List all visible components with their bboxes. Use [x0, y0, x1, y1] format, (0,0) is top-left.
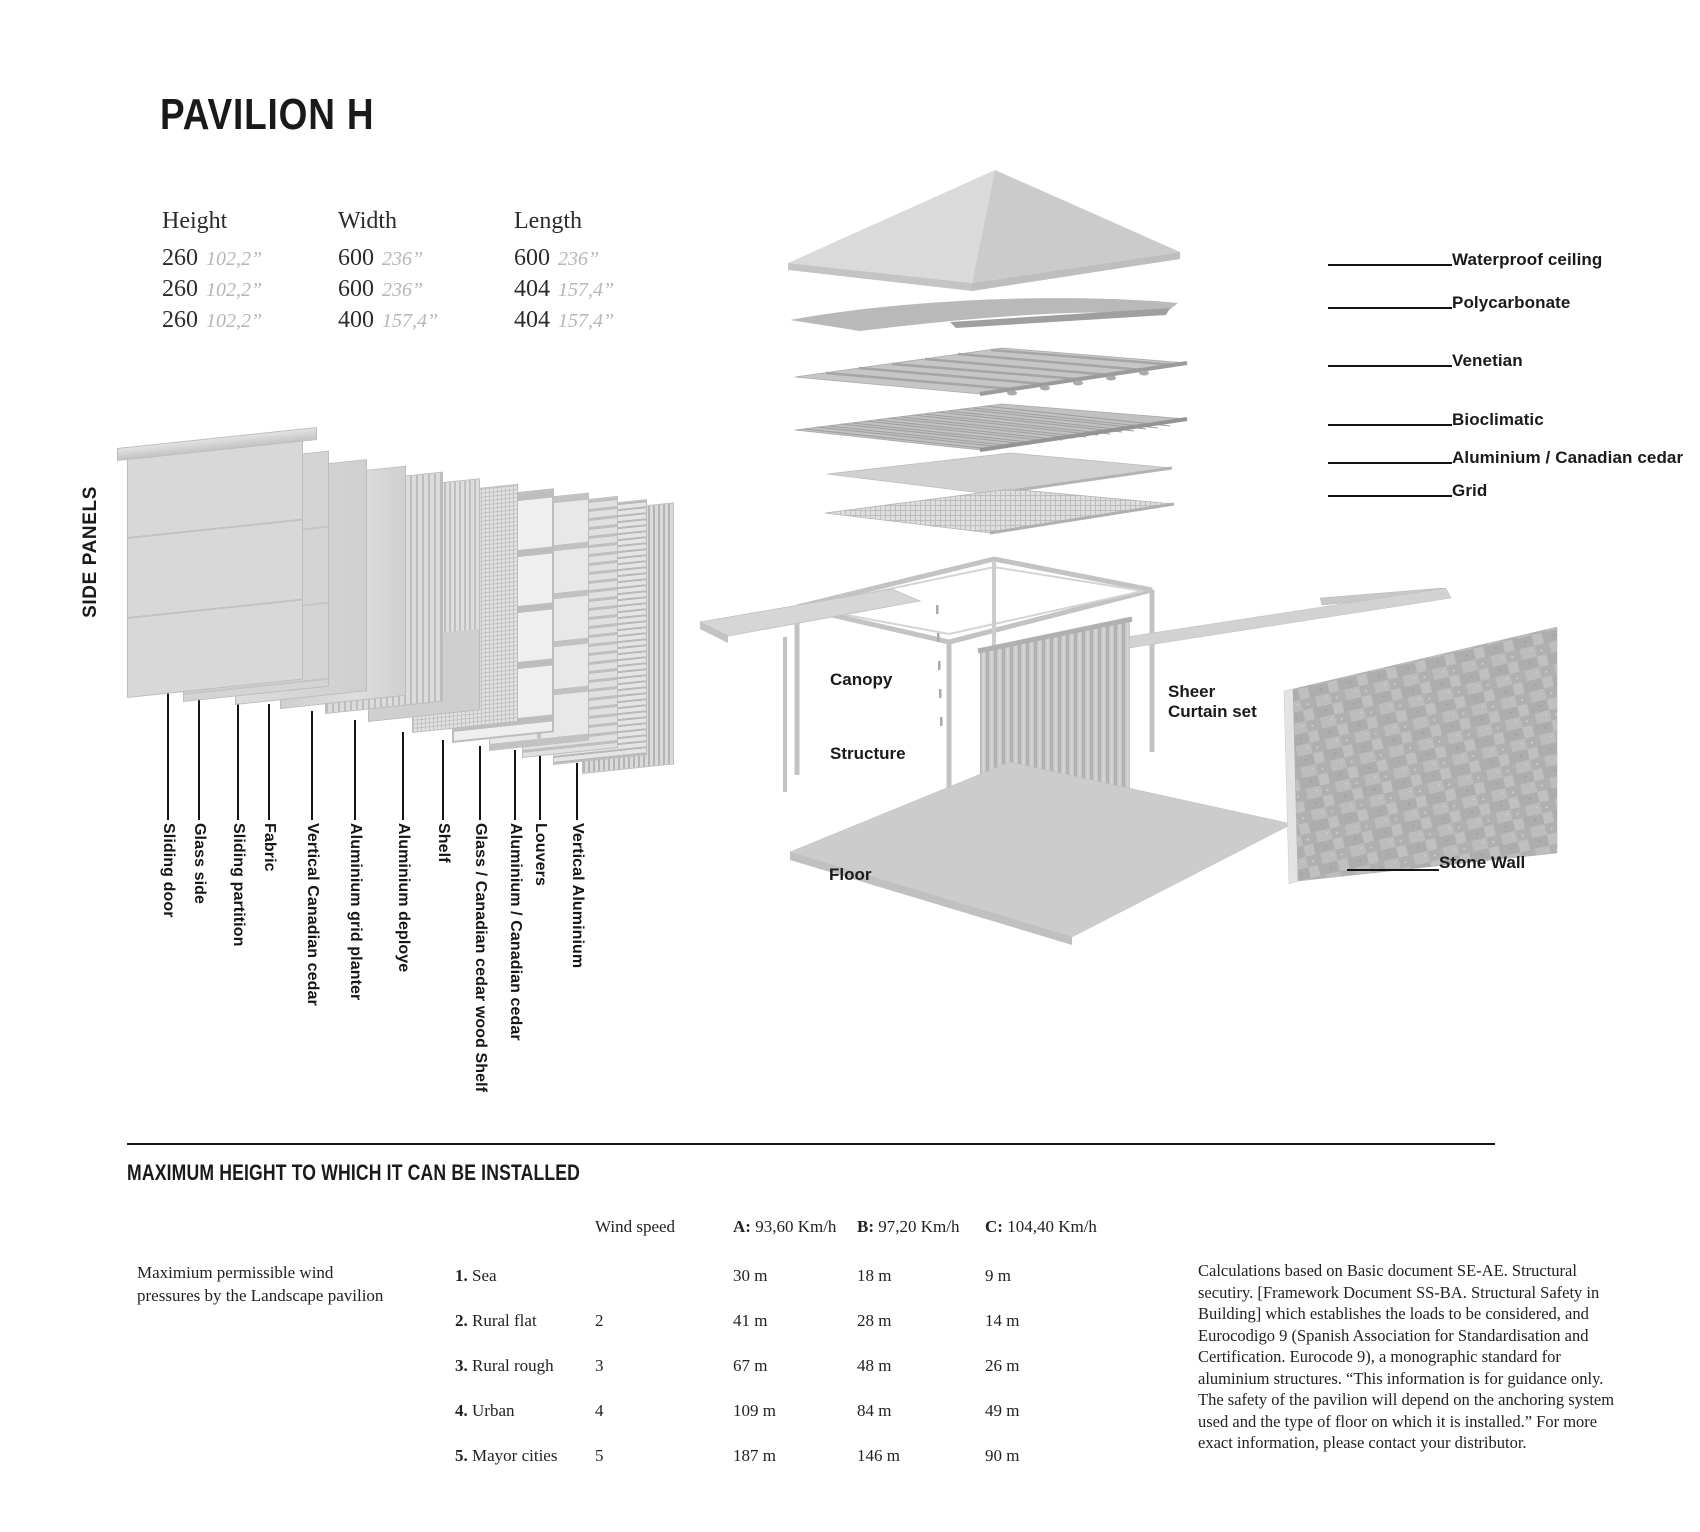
- header-zone-a: A: 93,60 Km/h: [733, 1217, 837, 1236]
- panel-sliding-door: [127, 440, 303, 698]
- side-panel-callout: Sliding door: [158, 687, 178, 918]
- grid-layer: [825, 489, 1174, 533]
- column-header: Width: [338, 208, 398, 234]
- exploded-label-grid: Grid: [1328, 482, 1487, 499]
- calculations-note: Calculations based on Basic document SE-AE. Structural secutiry. [Framework Document SS-BA. Structural Safety in Building] which establishes the loads to be considered, and Eurocodigo 9 (Spanish Association for Standardisation and Certification. Eurocode 9), a monographic standard for aluminium structures. “This information is for guidance only. The safety of the pavilion will depend on the anchoring system used and the type of floor on which it is installed.” For more exact information, please contact your distributor.: [1198, 1261, 1615, 1452]
- column-header: Height: [162, 208, 228, 234]
- leader-line: [576, 763, 578, 820]
- side-panel-callout: Aluminium grid planter: [345, 720, 365, 1000]
- terrain-name: 5. Mayor cities: [455, 1446, 558, 1465]
- wind-table-row: 4. Urban 4 109 m 84 m 49 m: [455, 1401, 1020, 1420]
- dimension-value: 600 236”: [338, 276, 424, 302]
- exploded-label-polycarbonate: Polycarbonate: [1328, 294, 1570, 311]
- dimension-value: 400 157,4”: [338, 307, 439, 333]
- structure-label-sheer-curtain-set: Sheer Curtain set: [1168, 682, 1257, 721]
- dimension-value: 404 157,4”: [514, 276, 615, 302]
- floor-slab: [790, 762, 1292, 945]
- leader-line: [1328, 495, 1452, 497]
- dimension-value: 260 102,2”: [162, 245, 263, 271]
- exploded-label-aluminium-cedar: Aluminium / Canadian cedar: [1328, 449, 1683, 466]
- leader-line: [167, 687, 169, 820]
- leader-line: [514, 750, 516, 820]
- dimension-value: 600 236”: [338, 245, 424, 271]
- exploded-pavilion-illustration: [650, 150, 1570, 950]
- side-panel-callout: Glass side: [189, 692, 209, 904]
- section-divider: [127, 1143, 1495, 1145]
- polycarbonate-layer: [790, 298, 1178, 331]
- aluminium-cedar-layer: [827, 453, 1172, 494]
- side-panel-callout: Sliding partition: [228, 700, 248, 946]
- leader-line: [237, 700, 239, 820]
- leader-line: [402, 732, 404, 820]
- wind-table-caption: Maximium permissible wind pressures by the Landscape pavilion: [137, 1263, 384, 1305]
- side-panel-callout: Louvers: [530, 755, 550, 886]
- dimensions-column-width: [338, 208, 514, 336]
- terrain-name: 3. Rural rough: [455, 1356, 554, 1375]
- header-zone-b: B: 97,20 Km/h: [857, 1217, 960, 1236]
- side-panel-callout: Aluminium deploye: [393, 732, 413, 972]
- header-wind-speed: Wind speed: [595, 1217, 676, 1236]
- exploded-label-venetian: Venetian: [1328, 352, 1523, 369]
- leader-line: [311, 711, 313, 820]
- leader-line: [1328, 462, 1452, 464]
- wind-table-header-row: [455, 1217, 1255, 1239]
- structure-label-floor: Floor: [829, 865, 872, 884]
- wind-table-row: 5. Mayor cities 5 187 m 146 m 90 m: [455, 1446, 1020, 1465]
- terrain-name: 2. Rural flat: [455, 1311, 537, 1330]
- wind-section-title: MAXIMUM HEIGHT TO WHICH IT CAN BE INSTALLED: [127, 1160, 581, 1185]
- bioclimatic-layer: [795, 404, 1187, 450]
- exploded-label-waterproof-ceiling: Waterproof ceiling: [1328, 251, 1602, 268]
- dimensions-column-height: [162, 208, 338, 336]
- leader-line: [442, 740, 444, 820]
- leader-line: [1328, 424, 1452, 426]
- exploded-label-bioclimatic: Bioclimatic: [1328, 411, 1544, 428]
- header-zone-c: C: 104,40 Km/h: [985, 1217, 1097, 1236]
- structure-label-stone-wall: Stone Wall: [1347, 853, 1525, 873]
- leader-line: [354, 720, 356, 820]
- side-panel-callout: Aluminium / Canadian cedar: [505, 750, 525, 1041]
- leader-line: [1328, 365, 1452, 367]
- leader-line: [268, 704, 270, 820]
- dimensions-table: [162, 208, 690, 336]
- side-panels-section-title: SIDE PANELS: [80, 486, 101, 618]
- terrain-name: 4. Urban: [455, 1401, 515, 1420]
- side-panel-callout: Shelf: [433, 740, 453, 863]
- leader-line: [198, 692, 200, 820]
- wind-table-row: 3. Rural rough 3 67 m 48 m 26 m: [455, 1356, 1020, 1375]
- leader-line: [1347, 869, 1439, 871]
- wind-table-row: 1. Sea 30 m 18 m 9 m: [455, 1266, 1011, 1285]
- stone-wall-panel: [1284, 627, 1557, 884]
- structure-label-canopy: Canopy: [830, 670, 893, 689]
- leader-line: [1328, 264, 1452, 266]
- wind-table-row: 2. Rural flat 2 41 m 28 m 14 m: [455, 1311, 1020, 1330]
- leader-line: [479, 746, 481, 820]
- side-panel-callout: Vertical Aluminium: [567, 763, 587, 968]
- terrain-name: 1. Sea: [455, 1266, 497, 1285]
- waterproof-ceiling-layer: [788, 170, 1180, 291]
- column-header: Length: [514, 208, 582, 234]
- dimension-value: 600 236”: [514, 245, 600, 271]
- leader-line: [539, 755, 541, 820]
- curtain-hooks: [936, 605, 943, 726]
- structure-label-structure: Structure: [830, 744, 906, 763]
- side-panel-callout: Glass / Canadian cedar wood Shelf: [470, 746, 490, 1092]
- dimension-value: 260 102,2”: [162, 307, 263, 333]
- page-title: PAVILION H: [160, 90, 375, 139]
- leader-line: [1328, 307, 1452, 309]
- side-panel-callout: Vertical Canadian cedar: [302, 711, 322, 1006]
- dimension-value: 404 157,4”: [514, 307, 615, 333]
- dimension-value: 260 102,2”: [162, 276, 263, 302]
- side-panel-callout: Fabric: [259, 704, 279, 872]
